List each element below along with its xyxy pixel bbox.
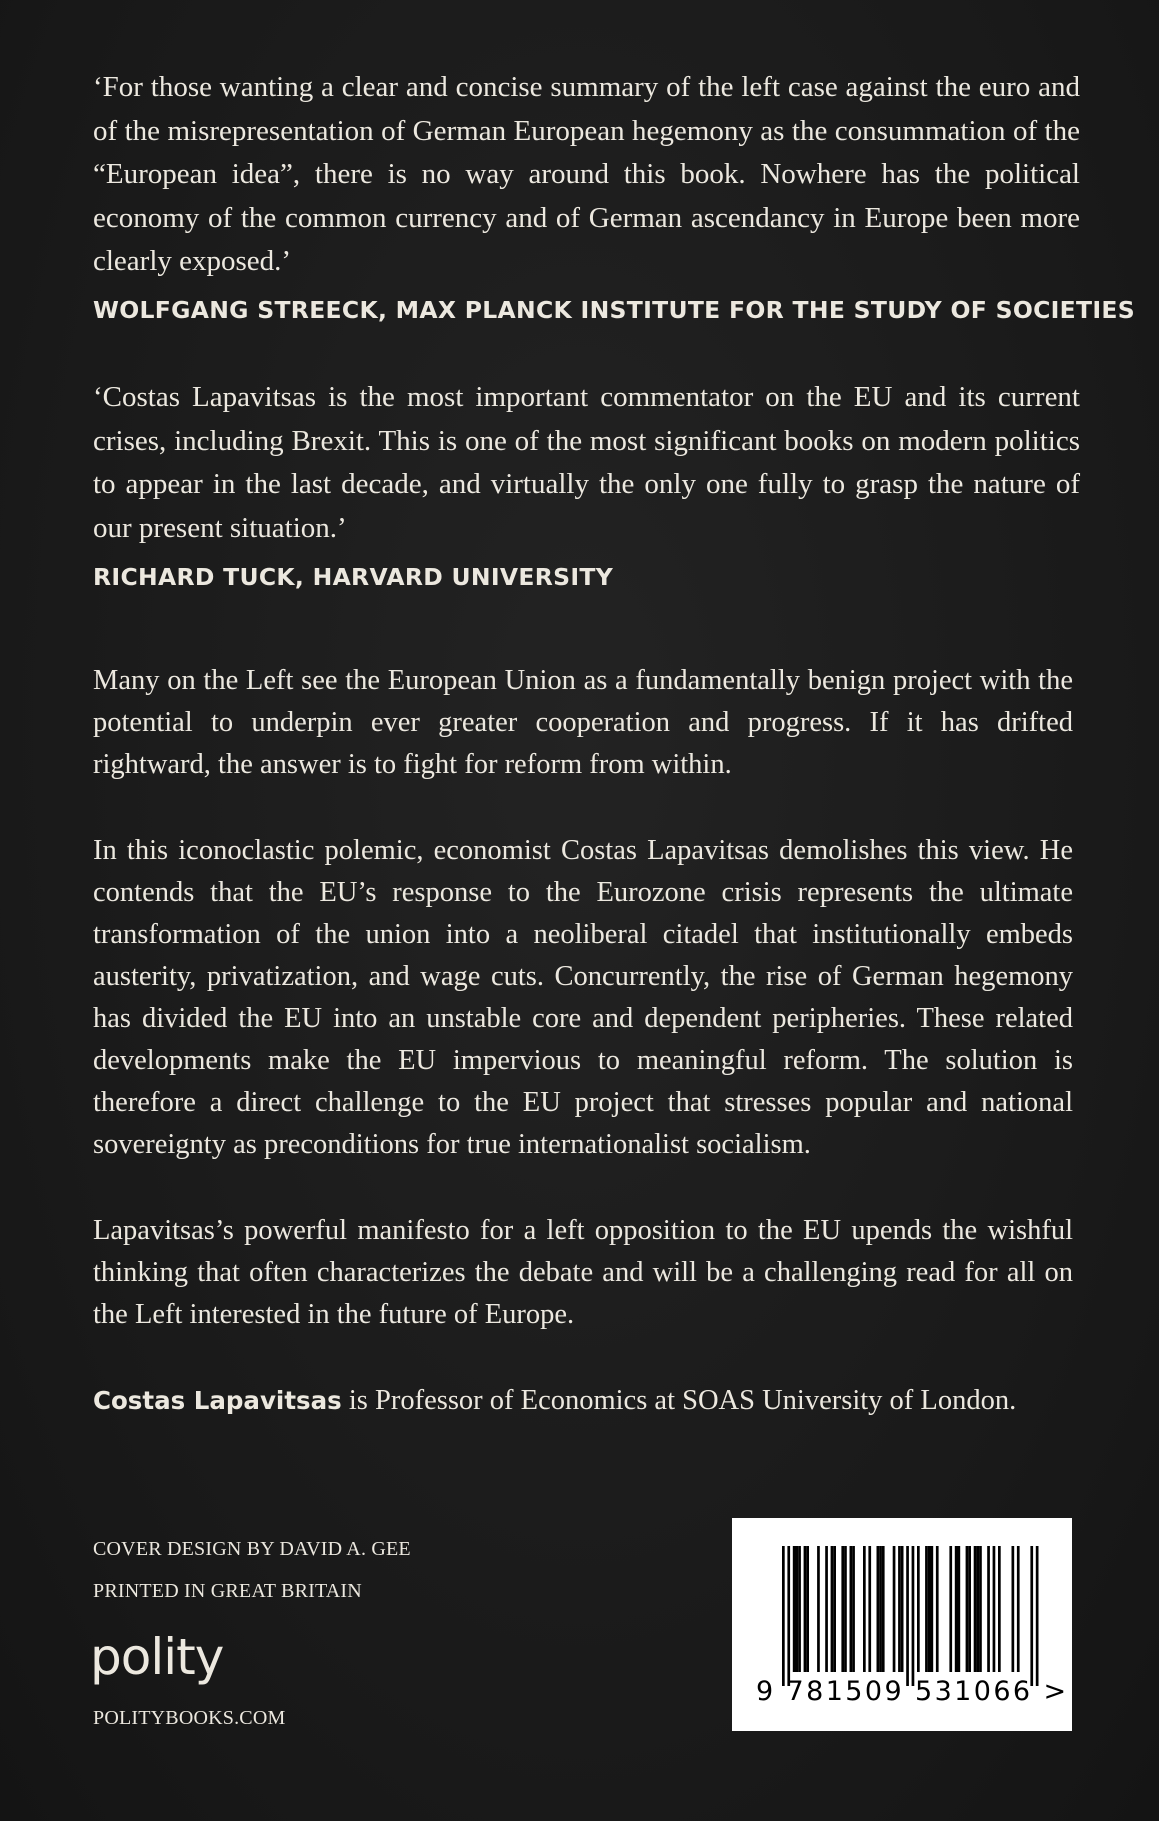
isbn-barcode xyxy=(732,1518,1072,1731)
barcode-bar xyxy=(993,1546,996,1672)
barcode-bar xyxy=(974,1546,977,1672)
barcode-bar xyxy=(825,1546,828,1672)
description-paragraph-3: Lapavitsas’s powerful manifesto for a left opposition to the EU upends the wishful thinking that often characterizes the debate and will be a challenging read for all on the Left interested in the future of Europe. xyxy=(93,1215,1073,1330)
barcode-bar xyxy=(968,1546,971,1672)
barcode-bar xyxy=(782,1546,785,1686)
barcode-digits: 9 781509 531066 > xyxy=(756,1676,1069,1707)
endorsement-quote-1: ‘For those wanting a clear and concise summary of the left case against the euro and of the misrepresentation of German European hegemony as the consummation of the “European idea”, there is no way around this book. Nowhere has the political economy of the common currency and of German ascendancy in Europe been more clearly exposed.’ xyxy=(93,71,1080,277)
barcode-bar xyxy=(906,1546,909,1686)
endorsement-attribution-1: WOLFGANG STREECK, MAX PLANCK INSTITUTE FOR THE STUDY OF SOCIETIES xyxy=(93,296,1135,324)
barcode-bar xyxy=(1017,1546,1020,1672)
barcode-bar xyxy=(804,1546,807,1672)
barcode-bar xyxy=(787,1546,790,1686)
barcode-bar xyxy=(936,1546,939,1672)
barcode-bar xyxy=(898,1546,901,1672)
barcode-bar xyxy=(1012,1546,1015,1672)
author-bio-text: is Professor of Economics at SOAS University of London. xyxy=(341,1385,1017,1416)
description-paragraph-2: In this iconoclastic polemic, economist Costas Lapavitsas demolishes this view. He contends that the EU’s response to the Eurozone crisis represents the ultimate transformation of the union into a neoliberal citadel that institutionally embeds austerity, privatization, and wage cuts. Concurrently, the rise of German hegemony has divided the EU into an unstable core and dependent peripheries. These related developments make the EU impervious to meaningful reform. The solution is therefore a direct challenge to the EU project that stresses popular and national sovereignty as preconditions for true internationalist socialism. xyxy=(93,835,1073,1160)
barcode-bar xyxy=(852,1546,855,1672)
barcode-bar xyxy=(831,1546,834,1672)
barcode-bar xyxy=(863,1546,866,1672)
barcode-bar xyxy=(893,1546,896,1672)
barcode-bar xyxy=(1030,1546,1033,1686)
barcode-bar xyxy=(841,1546,844,1672)
barcode-bar xyxy=(796,1546,799,1672)
printed-in-credit: PRINTED IN GREAT BRITAIN xyxy=(93,1580,362,1602)
barcode-bar xyxy=(793,1546,796,1672)
barcode-bar xyxy=(879,1546,882,1672)
barcode-bar xyxy=(949,1546,952,1672)
barcode-bar xyxy=(958,1546,961,1672)
barcode-bar xyxy=(955,1546,958,1672)
barcode-bar xyxy=(901,1546,904,1672)
barcode-bar xyxy=(850,1546,853,1672)
barcode-bar xyxy=(868,1546,871,1672)
polity-logo: polity xyxy=(90,1628,224,1686)
barcode-bar xyxy=(806,1546,809,1672)
publisher-website: POLITYBOOKS.COM xyxy=(93,1707,286,1729)
author-name: Costas Lapavitsas xyxy=(93,1386,342,1415)
barcode-bar xyxy=(1036,1546,1039,1686)
barcode-bar xyxy=(844,1546,847,1672)
author-bio xyxy=(93,1380,1016,1422)
barcode-bar xyxy=(882,1546,885,1672)
barcode-bar xyxy=(998,1546,1001,1672)
barcode-bar xyxy=(833,1546,836,1672)
barcode-bar xyxy=(917,1546,920,1672)
barcode-bar xyxy=(931,1546,934,1672)
barcode-bar xyxy=(928,1546,931,1672)
endorsement-quote-2: ‘Costas Lapavitsas is the most important commentator on the EU and its current crises, including Brexit. This is one of the most significant books on modern politics to appear in the last decade, and virtually the only one fully to grasp the nature of our present situation.’ xyxy=(93,381,1080,544)
cover-design-credit: COVER DESIGN BY DAVID A. GEE xyxy=(93,1538,411,1560)
description-paragraph-1: Many on the Left see the European Union as a fundamentally benign project with the potential to underpin ever greater cooperation and progress. If it has drifted rightward, the answer is to fight for reform from within. xyxy=(93,665,1073,780)
endorsement-attribution-2: RICHARD TUCK, HARVARD UNIVERSITY xyxy=(93,563,614,591)
barcode-bar xyxy=(987,1546,990,1672)
barcode-bar xyxy=(817,1546,820,1672)
barcode-bar xyxy=(979,1546,982,1672)
barcode-bar xyxy=(912,1546,915,1686)
barcode-bar xyxy=(966,1546,969,1672)
barcode-bar xyxy=(798,1546,801,1672)
barcode-bar xyxy=(925,1546,928,1672)
barcode-bar xyxy=(877,1546,880,1672)
barcode-bar xyxy=(976,1546,979,1672)
